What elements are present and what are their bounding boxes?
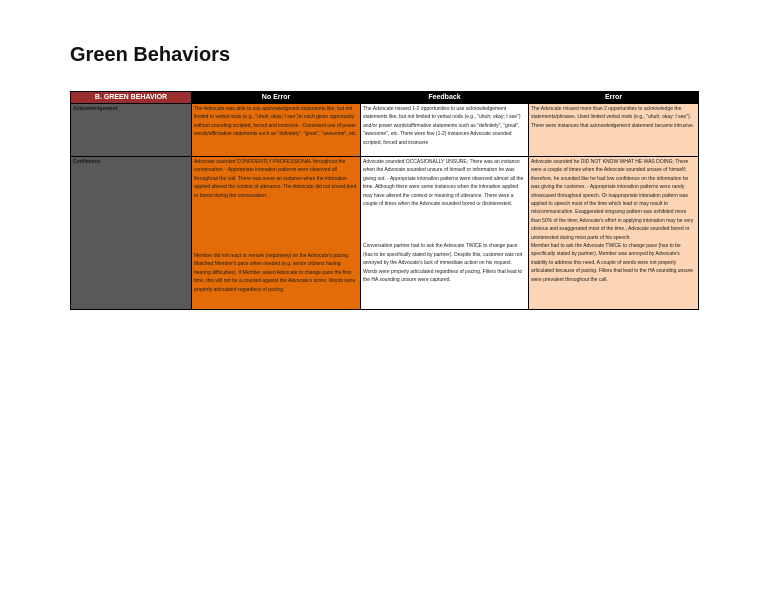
behavior-rubric-table xyxy=(70,91,699,310)
row-label: Acknowledgement xyxy=(71,104,192,157)
cell-text: Member had to ask the Advocate TWICE to change pace (has to be specifically stated by partner). Member was annoyed by Advocate's inability to address this need. A couple of words were not properly articulated because of pacing. Fillers that lead to the HA sounding unsure were prevalent throughout the call. xyxy=(531,243,694,283)
cell-text: Advocate sounded CONFIDENTLY PROFESSIONAL throughout the conversation. - Appropriate intonation patterns were observed all throughout the call. There was never an instance when the intonation applied altered the context of utterance. The Advocate did not sound tired or bored during the conversation. xyxy=(194,159,357,199)
page-title: Green Behaviors xyxy=(70,44,231,66)
cell-no-error xyxy=(192,157,361,310)
cell-feedback xyxy=(361,104,529,157)
cell-error xyxy=(529,104,699,157)
cell-error xyxy=(529,157,699,310)
spacer xyxy=(194,200,358,252)
spacer xyxy=(363,208,526,242)
table-row-confidence xyxy=(71,157,699,310)
cell-text: The Advocate missed 1-2 opportunities to use acknowledgement statements like, but not limited to verbal nods (e.g., "uhuh; okay; I see") and/or power words/affirmative statements such as "definitely", "great", "awesome", etc. There were few (1-2) instances Advocate sounded scripted, forced and insincere xyxy=(363,106,521,146)
cell-text: Member did not react or remark (negatively) on the Advocate's pacing. Matched Member's pace when needed (e.g. senior citizens having hearing difficulties). If Member asked Advocate to change pace the first time, this will not be a counted against the Advocate's score. Words were properly articulated regardless of pacing. xyxy=(194,253,356,293)
table-row-acknowledgement xyxy=(71,104,699,157)
cell-text: The Advocate was able to use acknowledgment statements like, but not limited to verbal nods (e.g., "uhuh; okay; I see")in each given opportunity without sounding scripted, forced and insincere . Consistent use of power words/affirmative statements such as "definitely", "great", "awesome", etc. xyxy=(194,106,358,138)
cell-text: Advocate sounded OCCASIONALLY UNSURE; There was an instance when the Advocate sounded unsure of himself or information he was giving out. - Appropriate intonation patterns were observed almost all the time. Although there were some instances when the intonation applied may have altered the context or meaning of utterance. There were a couple of times when the Advocate sounded bored or disinterested. xyxy=(363,159,524,208)
cell-text: Conversation partner had to ask the Advocate TWICE to change pace (has to be specifically stated by partner). Despite this, customer was not annoyed by the Advocate's lack of immediate action on his request. Words were properly articulated regardless of pacing. Fillers that lead to the HA sounding unsure were captured. xyxy=(363,243,523,284)
header-feedback: Feedback xyxy=(361,92,529,104)
row-label: Confidence xyxy=(71,157,192,310)
cell-text: Advocate sounded he DID NOT KNOW WHAT HE WAS DOING; There were a couple of times when the Advocate sounded unsure of himself; therefore, he sounded like he had low confidence on the information he was giving the customer. - Appropriate intonation patterns were rarely showcased throughout speech. Or inappropriate intonation pattern was applied to speech most of the time which lead or may result to miscommunication. Exaggerated singsong pattern was exhibited more than 50% of the time; Advocate's effort in applying intonation may be very obvious and exaggerated most of the time.; Advocate sounded bored or uninterested during most parts of his speech. xyxy=(531,159,694,241)
header-behavior: B. GREEN BEHAVIOR xyxy=(71,92,192,104)
cell-feedback xyxy=(361,157,529,310)
cell-text: The Advocate missed more than 2 opportunities to acknowledge the statements/phrases. Used limited verbal nods (e.g., "uhuh; okay; I see"). There were instances that acknowledgement statement became intrusive. xyxy=(531,106,695,129)
header-error: Error xyxy=(529,92,699,104)
table-header-row xyxy=(71,92,699,104)
header-no-error: No Error xyxy=(192,92,361,104)
cell-no-error xyxy=(192,104,361,157)
